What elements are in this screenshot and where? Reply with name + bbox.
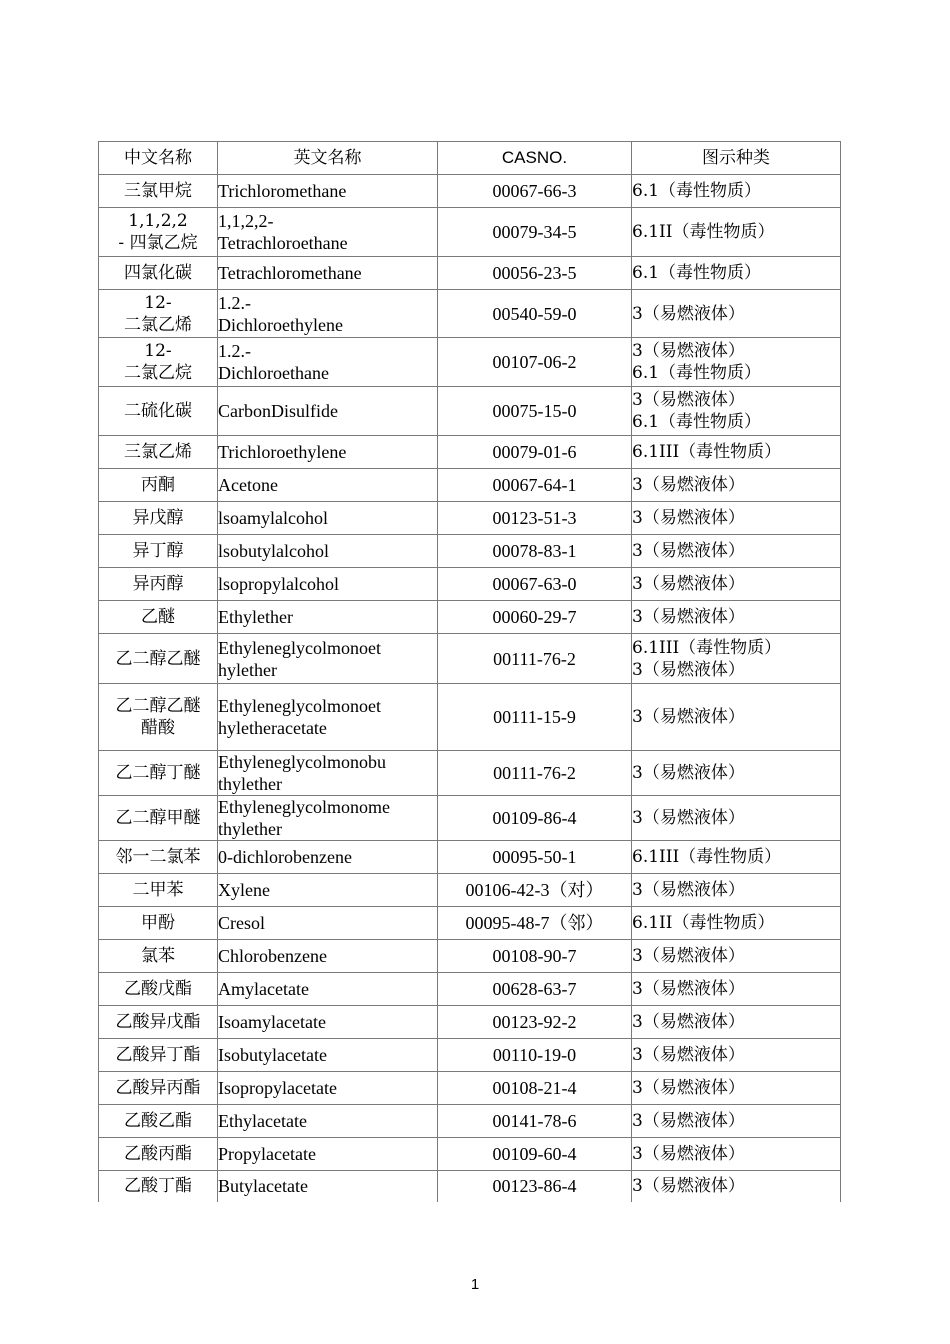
cell-english-name: Propylacetate <box>218 1138 438 1171</box>
cell-hazard-class <box>632 796 841 841</box>
table-row <box>99 1171 841 1202</box>
cell-hazard-class <box>632 1039 841 1072</box>
cell-hazard-class <box>632 469 841 502</box>
cell-english-name: Acetone <box>218 469 438 502</box>
hazard-line: 3（易燃液体） <box>632 880 745 900</box>
cell-cas-no: 00123-51-3 <box>438 502 632 535</box>
cell-cas-no: 00109-86-4 <box>438 796 632 841</box>
hazard-line: 3（易燃液体） <box>632 1078 745 1098</box>
hazard-line: 6.1III（毒性物质） <box>632 637 782 658</box>
cell-english-name: Butylacetate <box>218 1171 438 1202</box>
cell-line: 醋酸 <box>141 718 175 738</box>
cell-line: 12- <box>144 341 172 361</box>
table-row <box>99 1105 841 1138</box>
hazard-line: 3（易燃液体） <box>632 1012 745 1032</box>
cell-hazard-class <box>632 208 841 257</box>
cell-chinese-name: 乙酸乙酯 <box>99 1105 218 1138</box>
cell-cas-no: 00628-63-7 <box>438 973 632 1006</box>
cell-hazard-class <box>632 387 841 436</box>
table-row <box>99 973 841 1006</box>
cell-hazard-class <box>632 841 841 874</box>
cell-cas-no: 00108-21-4 <box>438 1072 632 1105</box>
cell-line: Dichloroethylene <box>218 314 343 335</box>
hazard-line: 3（易燃液体） <box>632 541 745 561</box>
cell-english-name: 0-dichlorobenzene <box>218 841 438 874</box>
table-row <box>99 874 841 907</box>
header-english-name: 英文名称 <box>218 142 438 175</box>
cell-chinese-name: 乙二醇甲醚 <box>99 796 218 841</box>
table-row <box>99 634 841 684</box>
cell-chinese-name: 异戊醇 <box>99 502 218 535</box>
cell-line: hyletheracetate <box>218 718 327 738</box>
cell-chinese-name: 甲酚 <box>99 907 218 940</box>
table-header-row <box>99 142 841 175</box>
cell-cas-no: 00078-83-1 <box>438 535 632 568</box>
cell-line: 1.2.- <box>218 292 251 313</box>
hazard-line: 3（易燃液体） <box>632 979 745 999</box>
cell-line: 1,1,2,2- <box>218 211 274 231</box>
cell-english-name <box>218 634 438 684</box>
cell-hazard-class <box>632 1006 841 1039</box>
cell-cas-no: 00123-92-2 <box>438 1006 632 1039</box>
cell-chinese-name: 四氯化碳 <box>99 257 218 290</box>
hazard-line: 6.1III（毒性物质） <box>632 442 782 462</box>
table-row <box>99 796 841 841</box>
cell-english-name <box>218 751 438 796</box>
cell-cas-no: 00079-34-5 <box>438 208 632 257</box>
table-row <box>99 1006 841 1039</box>
table-row <box>99 907 841 940</box>
cell-chinese-name: 乙酸丁酯 <box>99 1171 218 1202</box>
cell-english-name: Trichloroethylene <box>218 436 438 469</box>
cell-english-name <box>218 684 438 751</box>
hazard-line: 3（易燃液体） <box>632 1111 745 1131</box>
table-row <box>99 535 841 568</box>
cell-cas-no: 00079-01-6 <box>438 436 632 469</box>
cell-line: Ethyleneglycolmonoet <box>218 637 381 658</box>
table-body <box>99 175 841 1202</box>
hazard-line: 3（易燃液体） <box>632 508 745 528</box>
cell-hazard-class <box>632 684 841 751</box>
cell-chinese-name: 异丙醇 <box>99 568 218 601</box>
cell-cas-no: 00095-48-7（邻） <box>438 907 632 940</box>
cell-chinese-name: 乙酸异丁酯 <box>99 1039 218 1072</box>
cell-line: Ethyleneglycolmonoet <box>218 696 381 716</box>
cell-chinese-name: 异丁醇 <box>99 535 218 568</box>
hazard-line: 6.1II（毒性物质） <box>632 222 775 242</box>
cell-english-name <box>218 796 438 841</box>
hazard-line: 6.1II（毒性物质） <box>632 913 775 933</box>
cell-english-name: Isopropylacetate <box>218 1072 438 1105</box>
table-row <box>99 257 841 290</box>
cell-line: 二氯乙烯 <box>124 314 192 335</box>
cell-chinese-name: 丙酮 <box>99 469 218 502</box>
cell-hazard-class <box>632 436 841 469</box>
cell-cas-no: 00540-59-0 <box>438 290 632 338</box>
cell-cas-no: 00106-42-3（对） <box>438 874 632 907</box>
cell-english-name <box>218 338 438 387</box>
chemical-table <box>98 141 841 1202</box>
table-row <box>99 175 841 208</box>
hazard-line: 3（易燃液体） <box>632 707 745 727</box>
cell-cas-no: 00141-78-6 <box>438 1105 632 1138</box>
cell-line: 12- <box>144 292 172 313</box>
cell-hazard-class <box>632 175 841 208</box>
table-row <box>99 338 841 387</box>
table-row <box>99 436 841 469</box>
table-row <box>99 208 841 257</box>
table-row <box>99 1039 841 1072</box>
header-cas-no: CASNO. <box>438 142 632 175</box>
cell-line: thylether <box>218 819 282 839</box>
table-row <box>99 502 841 535</box>
cell-hazard-class <box>632 973 841 1006</box>
hazard-line: 3（易燃液体） <box>632 303 745 324</box>
cell-english-name: Ethylacetate <box>218 1105 438 1138</box>
cell-chinese-name: 乙二醇丁醚 <box>99 751 218 796</box>
cell-chinese-name: 乙醚 <box>99 601 218 634</box>
cell-english-name: lsopropylalcohol <box>218 568 438 601</box>
cell-english-name <box>218 208 438 257</box>
cell-cas-no: 00123-86-4 <box>438 1171 632 1202</box>
cell-chinese-name: 乙二醇乙醚 <box>99 634 218 684</box>
cell-chinese-name: 乙酸丙酯 <box>99 1138 218 1171</box>
cell-chinese-name <box>99 208 218 257</box>
cell-chinese-name: 二甲苯 <box>99 874 218 907</box>
hazard-line: 3（易燃液体） <box>632 1045 745 1065</box>
cell-line: thylether <box>218 774 282 794</box>
cell-chinese-name <box>99 684 218 751</box>
cell-line: - 四氯乙烷 <box>118 233 198 253</box>
cell-cas-no: 00111-15-9 <box>438 684 632 751</box>
cell-cas-no: 00060-29-7 <box>438 601 632 634</box>
cell-chinese-name: 乙酸异戊酯 <box>99 1006 218 1039</box>
cell-cas-no: 00109-60-4 <box>438 1138 632 1171</box>
table-row <box>99 940 841 973</box>
cell-hazard-class <box>632 907 841 940</box>
hazard-line: 3（易燃液体） <box>632 390 745 410</box>
hazard-line: 3（易燃液体） <box>632 946 745 966</box>
hazard-line: 3（易燃液体） <box>632 574 745 594</box>
cell-line: Ethyleneglycolmonobu <box>218 752 386 772</box>
cell-hazard-class <box>632 290 841 338</box>
table-row <box>99 387 841 436</box>
cell-cas-no: 00067-63-0 <box>438 568 632 601</box>
cell-english-name: Chlorobenzene <box>218 940 438 973</box>
cell-english-name: Amylacetate <box>218 973 438 1006</box>
cell-line: 1,1,2,2 <box>128 211 188 231</box>
hazard-line: 3（易燃液体） <box>632 1176 745 1197</box>
cell-hazard-class <box>632 535 841 568</box>
cell-chinese-name: 三氯乙烯 <box>99 436 218 469</box>
cell-chinese-name: 二硫化碳 <box>99 387 218 436</box>
hazard-line: 3（易燃液体） <box>632 475 745 495</box>
hazard-line: 6.1（毒性物质） <box>632 363 762 383</box>
table-row <box>99 751 841 796</box>
cell-chinese-name: 邻一二氯苯 <box>99 841 218 874</box>
cell-chinese-name <box>99 290 218 338</box>
cell-line: 乙二醇乙醚 <box>115 696 201 716</box>
cell-cas-no: 00075-15-0 <box>438 387 632 436</box>
cell-cas-no: 00111-76-2 <box>438 634 632 684</box>
cell-hazard-class <box>632 634 841 684</box>
table-row <box>99 290 841 338</box>
cell-cas-no: 00067-66-3 <box>438 175 632 208</box>
cell-english-name: Xylene <box>218 874 438 907</box>
cell-line: 二氯乙烷 <box>124 363 192 383</box>
cell-english-name: lsobutylalcohol <box>218 535 438 568</box>
cell-english-name: lsoamylalcohol <box>218 502 438 535</box>
cell-line: Dichloroethane <box>218 363 329 383</box>
cell-hazard-class <box>632 568 841 601</box>
cell-hazard-class <box>632 1138 841 1171</box>
hazard-line: 3（易燃液体） <box>632 1144 745 1164</box>
cell-cas-no: 00095-50-1 <box>438 841 632 874</box>
cell-english-name: Cresol <box>218 907 438 940</box>
cell-cas-no: 00111-76-2 <box>438 751 632 796</box>
cell-hazard-class <box>632 751 841 796</box>
hazard-line: 3（易燃液体） <box>632 808 745 828</box>
cell-line: Ethyleneglycolmonome <box>218 797 390 817</box>
cell-hazard-class <box>632 940 841 973</box>
cell-hazard-class <box>632 1171 841 1202</box>
cell-hazard-class <box>632 1105 841 1138</box>
table-row <box>99 568 841 601</box>
cell-english-name: CarbonDisulfide <box>218 387 438 436</box>
hazard-line: 3（易燃液体） <box>632 659 745 680</box>
hazard-line: 3（易燃液体） <box>632 607 745 627</box>
table-row <box>99 1072 841 1105</box>
cell-chinese-name: 氯苯 <box>99 940 218 973</box>
cell-english-name: Ethylether <box>218 601 438 634</box>
hazard-line: 6.1（毒性物质） <box>632 412 762 432</box>
cell-english-name <box>218 290 438 338</box>
cell-english-name: Trichloromethane <box>218 175 438 208</box>
hazard-line: 6.1（毒性物质） <box>632 263 762 283</box>
cell-chinese-name: 乙酸异丙酯 <box>99 1072 218 1105</box>
cell-english-name: Isoamylacetate <box>218 1006 438 1039</box>
hazard-line: 3（易燃液体） <box>632 341 745 361</box>
header-hazard-class: 图示种类 <box>632 142 841 175</box>
cell-english-name: Tetrachloromethane <box>218 257 438 290</box>
cell-english-name: Isobutylacetate <box>218 1039 438 1072</box>
table-row <box>99 469 841 502</box>
hazard-line: 6.1（毒性物质） <box>632 181 762 201</box>
cell-hazard-class <box>632 1072 841 1105</box>
cell-chinese-name: 三氯甲烷 <box>99 175 218 208</box>
cell-hazard-class <box>632 502 841 535</box>
table-row <box>99 684 841 751</box>
cell-cas-no: 00056-23-5 <box>438 257 632 290</box>
header-chinese-name: 中文名称 <box>99 142 218 175</box>
cell-line: 1.2.- <box>218 341 251 361</box>
cell-cas-no: 00067-64-1 <box>438 469 632 502</box>
page-number: 1 <box>470 1276 480 1293</box>
cell-cas-no: 00107-06-2 <box>438 338 632 387</box>
table-row <box>99 1138 841 1171</box>
cell-line: hylether <box>218 659 277 680</box>
cell-hazard-class <box>632 601 841 634</box>
cell-chinese-name: 乙酸戊酯 <box>99 973 218 1006</box>
cell-line: Tetrachloroethane <box>218 233 348 253</box>
table-row <box>99 841 841 874</box>
cell-cas-no: 00108-90-7 <box>438 940 632 973</box>
cell-hazard-class <box>632 338 841 387</box>
table-row <box>99 601 841 634</box>
cell-hazard-class <box>632 257 841 290</box>
hazard-line: 6.1III（毒性物质） <box>632 847 782 867</box>
cell-chinese-name <box>99 338 218 387</box>
cell-hazard-class <box>632 874 841 907</box>
hazard-line: 3（易燃液体） <box>632 763 745 783</box>
cell-cas-no: 00110-19-0 <box>438 1039 632 1072</box>
